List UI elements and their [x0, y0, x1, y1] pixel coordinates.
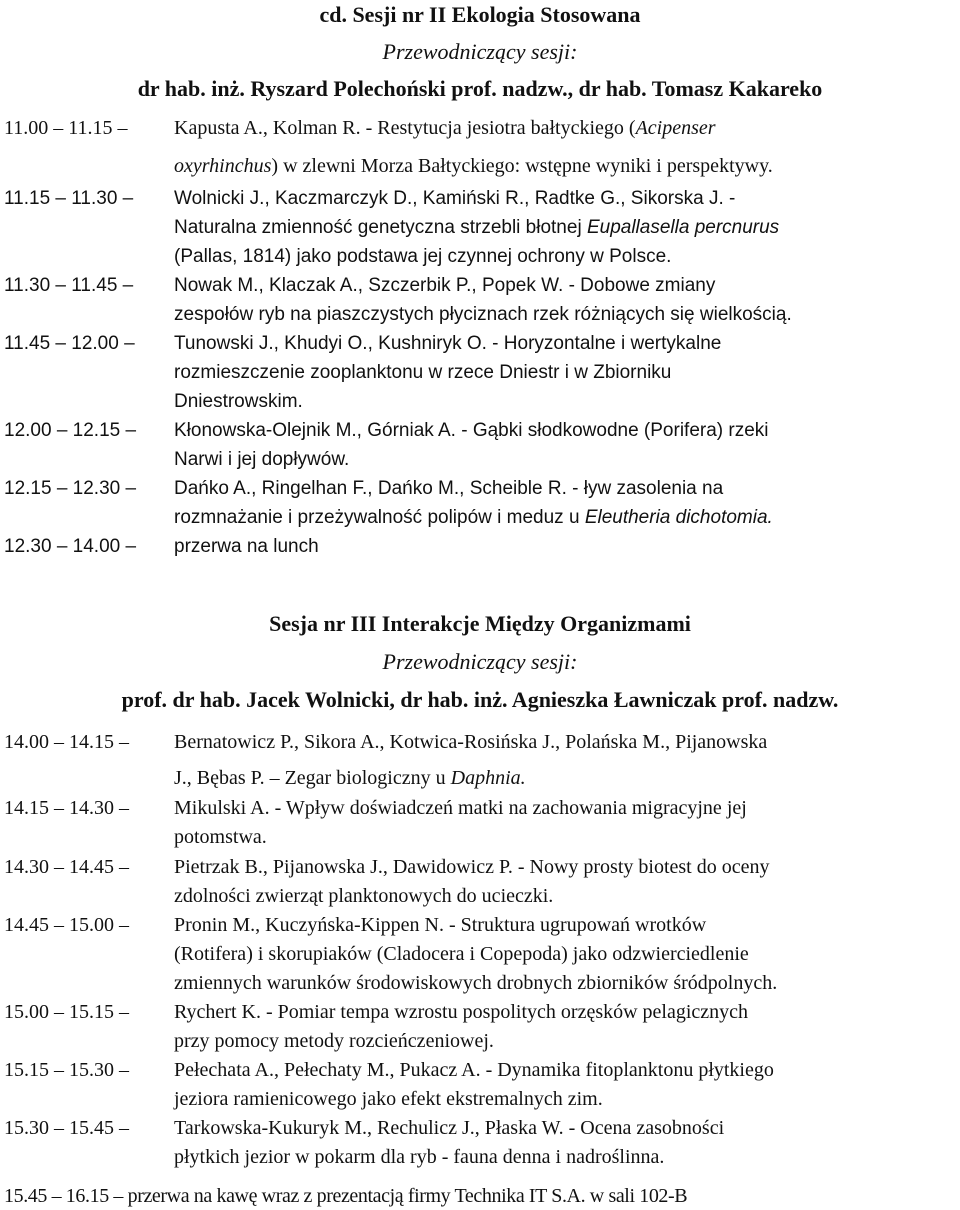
talk-text: Narwi i jej dopływów.	[174, 449, 350, 470]
talk-time: 11.15 – 11.30 –	[4, 188, 134, 209]
talk-text: jeziora ramienicowego jako efekt ekstremalnych zim.	[174, 1088, 603, 1110]
talk-text: przy pomocy metody rozcieńczeniowej.	[174, 1030, 494, 1052]
talk-text: Rychert K. - Pomiar tempa wzrostu pospolitych orzęsków pelagicznych	[174, 1001, 749, 1023]
talk-text: Bernatowicz P., Sikora A., Kotwica-Rosińska J., Polańska M., Pijanowska	[174, 731, 768, 753]
session-2-chairs: dr hab. inż. Ryszard Polechoński prof. nadzw., dr hab. Tomasz Kakareko	[137, 76, 823, 101]
talk-text: rozmieszczenie zooplanktonu w rzece Dniestr i w Zbiorniku	[174, 362, 672, 383]
talk-text: Mikulski A. - Wpływ doświadczeń matki na zachowania migracyjne jej	[174, 797, 747, 819]
talk-text: Kłonowska-Olejnik M., Górniak A. - Gąbki słodkowodne (Porifera) rzeki	[174, 420, 769, 441]
coffee-break-row: 15.45 – 16.15 – przerwa na kawę wraz z prezentacją firmy Technika IT S.A. w sali 102-B	[4, 1185, 688, 1207]
session-2-title: cd. Sesji nr II Ekologia Stosowana	[319, 2, 641, 27]
talk-time: 14.15 – 14.30 –	[4, 797, 129, 819]
talk-time: 11.45 – 12.00 –	[4, 333, 135, 354]
session-3-chairs: prof. dr hab. Jacek Wolnicki, dr hab. inż. Agnieszka Ławniczak prof. nadzw.	[121, 687, 839, 712]
talk-text: potomstwa.	[174, 826, 267, 848]
session-2-chair-label: Przewodniczący sesji:	[382, 39, 578, 64]
talk-text: oxyrhinchus) w zlewni Morza Bałtyckiego: wstępne wyniki i perspektywy.	[174, 155, 773, 177]
talk-time: 15.00 – 15.15 –	[4, 1001, 129, 1023]
talk-text: (Rotifera) i skorupiaków (Cladocera i Copepoda) jako odzwierciedlenie	[174, 943, 749, 965]
talk-text: Dniestrowskim.	[174, 391, 303, 412]
talk-text: Nowak M., Klaczak A., Szczerbik P., Popek W. - Dobowe zmiany	[174, 275, 716, 296]
talk-time: 12.15 – 12.30 –	[4, 478, 137, 499]
talk-time: 14.45 – 15.00 –	[4, 914, 129, 936]
talk-text: Dańko A., Ringelhan F., Dańko M., Scheible R. - ływ zasolenia na	[174, 478, 724, 499]
talk-text: zmiennych warunków środowiskowych drobnych zbiorników śródpolnych.	[174, 972, 778, 994]
talk-text: Pronin M., Kuczyńska-Kippen N. - Struktura ugrupowań wrotków	[174, 914, 707, 936]
talk-text: Tunowski J., Khudyi O., Kushniryk O. - Horyzontalne i wertykalne	[174, 333, 722, 354]
talk-time: 15.30 – 15.45 –	[4, 1117, 129, 1139]
talk-text: Tarkowska-Kukuryk M., Rechulicz J., Płaska W. - Ocena zasobności	[174, 1117, 725, 1139]
talk-text: J., Bębas P. – Zegar biologiczny u Daphnia.	[174, 767, 526, 789]
talk-text: zdolności zwierząt planktonowych do ucieczki.	[174, 885, 554, 907]
talk-text: przerwa na lunch	[174, 536, 319, 557]
talk-text: rozmnażanie i przeżywalność polipów i meduz u Eleutheria dichotomia.	[174, 507, 773, 528]
talk-time: 14.00 – 14.15 –	[4, 731, 129, 753]
talk-time: 11.30 – 11.45 –	[4, 275, 134, 296]
talk-text: Wolnicki J., Kaczmarczyk D., Kamiński R., Radtke G., Sikorska J. -	[174, 188, 736, 209]
talk-text: (Pallas, 1814) jako podstawa jej czynnej ochrony w Polsce.	[174, 246, 672, 267]
talk-time: 15.15 – 15.30 –	[4, 1059, 129, 1081]
talk-text: płytkich jezior w pokarm dla ryb - fauna denna i nadroślinna.	[174, 1146, 665, 1168]
session-3-title: Sesja nr III Interakcje Między Organizmami	[269, 611, 691, 636]
talk-text: Pietrzak B., Pijanowska J., Dawidowicz P. - Nowy prosty biotest do oceny	[174, 856, 770, 878]
talk-time: 12.00 – 12.15 –	[4, 420, 137, 441]
talk-time: 12.30 – 14.00 –	[4, 536, 137, 557]
talk-text: Naturalna zmienność genetyczna strzebli błotnej Eupallasella percnurus	[174, 217, 780, 238]
talk-text: Kapusta A., Kolman R. - Restytucja jesiotra bałtyckiego (Acipenser	[174, 117, 716, 139]
talk-time: 14.30 – 14.45 –	[4, 856, 129, 878]
talk-time: 11.00 – 11.15 –	[4, 117, 128, 139]
talk-text: Pełechata A., Pełechaty M., Pukacz A. - Dynamika fitoplanktonu płytkiego	[174, 1059, 774, 1081]
session-3-chair-label: Przewodniczący sesji:	[382, 649, 578, 674]
talk-text: zespołów ryb na piaszczystych płyciznach rzek różniących się wielkością.	[174, 304, 792, 325]
